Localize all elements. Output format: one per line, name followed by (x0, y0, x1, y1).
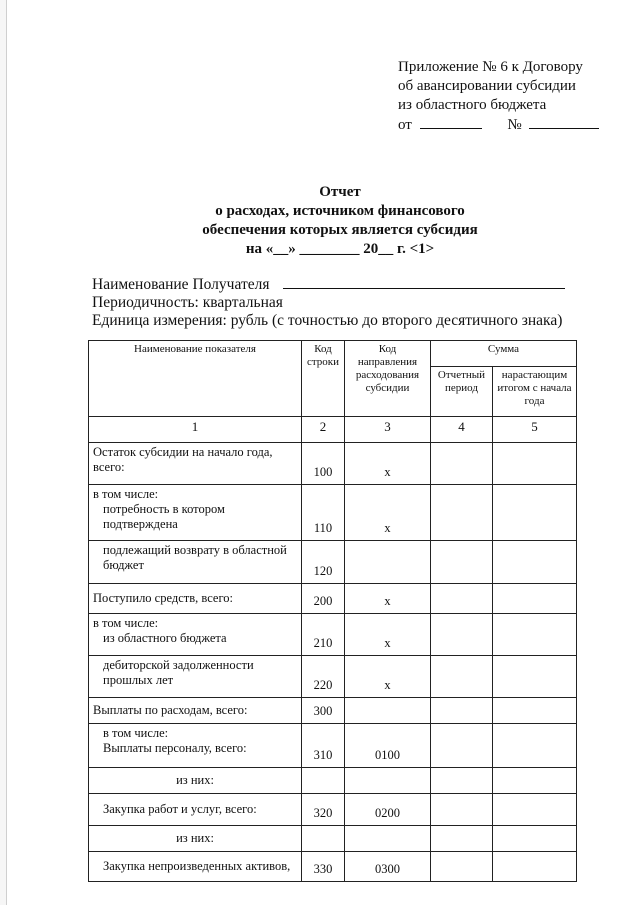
row-code: 210 (302, 614, 345, 656)
header-cumulative: нарастающим итогом с начала года (493, 367, 577, 417)
appendix-line-1: Приложение № 6 к Договору (398, 59, 583, 75)
table-row (89, 656, 577, 698)
row-name: Закупка работ и услуг, всего: (89, 794, 302, 826)
table-row (89, 724, 577, 768)
row-direction (345, 826, 431, 852)
row-code (302, 768, 345, 794)
row-cumulative-value[interactable] (493, 485, 577, 541)
row-period-value[interactable] (431, 614, 493, 656)
appendix-number-label: № (507, 117, 522, 133)
row-period-value[interactable] (431, 541, 493, 584)
header-direction: Код направления расходования субсидии (345, 341, 431, 417)
row-direction: x (345, 614, 431, 656)
recipient-label: Наименование Получателя (92, 276, 270, 293)
appendix-line-3: из областного бюджета (398, 97, 547, 113)
date-blank (420, 115, 482, 129)
appendix-block (398, 58, 599, 135)
row-period-value[interactable] (431, 698, 493, 724)
number-blank (529, 115, 599, 129)
table-row (89, 584, 577, 614)
row-code: 110 (302, 485, 345, 541)
row-cumulative-value[interactable] (493, 826, 577, 852)
row-name: подлежащий возврату в областной бюджет (89, 541, 302, 584)
row-direction: x (345, 584, 431, 614)
row-name: в том числе: из областного бюджета (89, 614, 302, 656)
appendix-line-2: об авансировании субсидии (398, 78, 576, 94)
row-name: в том числе: Выплаты персоналу, всего: (89, 724, 302, 768)
row-period-value[interactable] (431, 724, 493, 768)
row-name: в том числе: потребность в котором подтверждена (89, 485, 302, 541)
col-number: 3 (345, 417, 431, 443)
row-name: из них: (89, 826, 302, 852)
periodicity: Периодичность: квартальная (92, 294, 283, 311)
row-code: 220 (302, 656, 345, 698)
row-direction: x (345, 656, 431, 698)
recipient-blank (283, 276, 565, 289)
row-period-value[interactable] (431, 852, 493, 882)
row-period-value[interactable] (431, 826, 493, 852)
row-cumulative-value[interactable] (493, 698, 577, 724)
row-cumulative-value[interactable] (493, 724, 577, 768)
row-direction: x (345, 443, 431, 485)
row-name: Остаток субсидии на начало года, всего: (89, 443, 302, 485)
row-code: 100 (302, 443, 345, 485)
row-name: Закупка непроизведенных активов, (89, 852, 302, 882)
row-cumulative-value[interactable] (493, 768, 577, 794)
row-code: 330 (302, 852, 345, 882)
title-line-4: на «__» ________ 20__ г. <1> (245, 241, 435, 257)
page-edge (0, 0, 7, 905)
table-row (89, 485, 577, 541)
col-number: 5 (493, 417, 577, 443)
recipient-line (92, 276, 565, 294)
report-table (88, 340, 577, 882)
table-row (89, 768, 577, 794)
row-name: Выплаты по расходам, всего: (89, 698, 302, 724)
table-row (89, 614, 577, 656)
row-code: 300 (302, 698, 345, 724)
report-title (90, 183, 590, 259)
row-period-value[interactable] (431, 584, 493, 614)
row-direction: x (345, 485, 431, 541)
appendix-from-label: от (398, 117, 412, 133)
row-cumulative-value[interactable] (493, 584, 577, 614)
row-period-value[interactable] (431, 768, 493, 794)
row-direction (345, 541, 431, 584)
row-cumulative-value[interactable] (493, 794, 577, 826)
table-row (89, 826, 577, 852)
col-number: 1 (89, 417, 302, 443)
row-direction: 0200 (345, 794, 431, 826)
row-period-value[interactable] (431, 485, 493, 541)
table-row (89, 794, 577, 826)
row-period-value[interactable] (431, 794, 493, 826)
row-direction (345, 768, 431, 794)
row-cumulative-value[interactable] (493, 656, 577, 698)
row-code: 200 (302, 584, 345, 614)
report-meta (92, 276, 565, 330)
row-cumulative-value[interactable] (493, 614, 577, 656)
row-direction: 0100 (345, 724, 431, 768)
table-row (89, 541, 577, 584)
header-sum: Сумма (431, 341, 577, 367)
header-period: Отчетный период (431, 367, 493, 417)
row-period-value[interactable] (431, 443, 493, 485)
title-line-2: о расходах, источником финансового (215, 203, 465, 219)
col-number: 2 (302, 417, 345, 443)
col-number: 4 (431, 417, 493, 443)
table-row (89, 852, 577, 882)
header-code: Код строки (302, 341, 345, 417)
appendix-date-number-line (398, 115, 599, 135)
row-code: 120 (302, 541, 345, 584)
row-cumulative-value[interactable] (493, 443, 577, 485)
row-cumulative-value[interactable] (493, 541, 577, 584)
table-row (89, 698, 577, 724)
row-code: 320 (302, 794, 345, 826)
row-name: дебиторской задолженности прошлых лет (89, 656, 302, 698)
row-code: 310 (302, 724, 345, 768)
header-name: Наименование показателя (89, 341, 302, 417)
row-period-value[interactable] (431, 656, 493, 698)
row-code (302, 826, 345, 852)
row-name: из них: (89, 768, 302, 794)
title-line-1: Отчет (319, 184, 361, 200)
unit-of-measure: Единица измерения: рубль (с точностью до второго десятичного знака) (92, 312, 563, 329)
title-line-3: обеспечения которых является субсидия (202, 222, 478, 238)
row-direction (345, 698, 431, 724)
table-row (89, 443, 577, 485)
row-cumulative-value[interactable] (493, 852, 577, 882)
row-direction: 0300 (345, 852, 431, 882)
row-name: Поступило средств, всего: (89, 584, 302, 614)
